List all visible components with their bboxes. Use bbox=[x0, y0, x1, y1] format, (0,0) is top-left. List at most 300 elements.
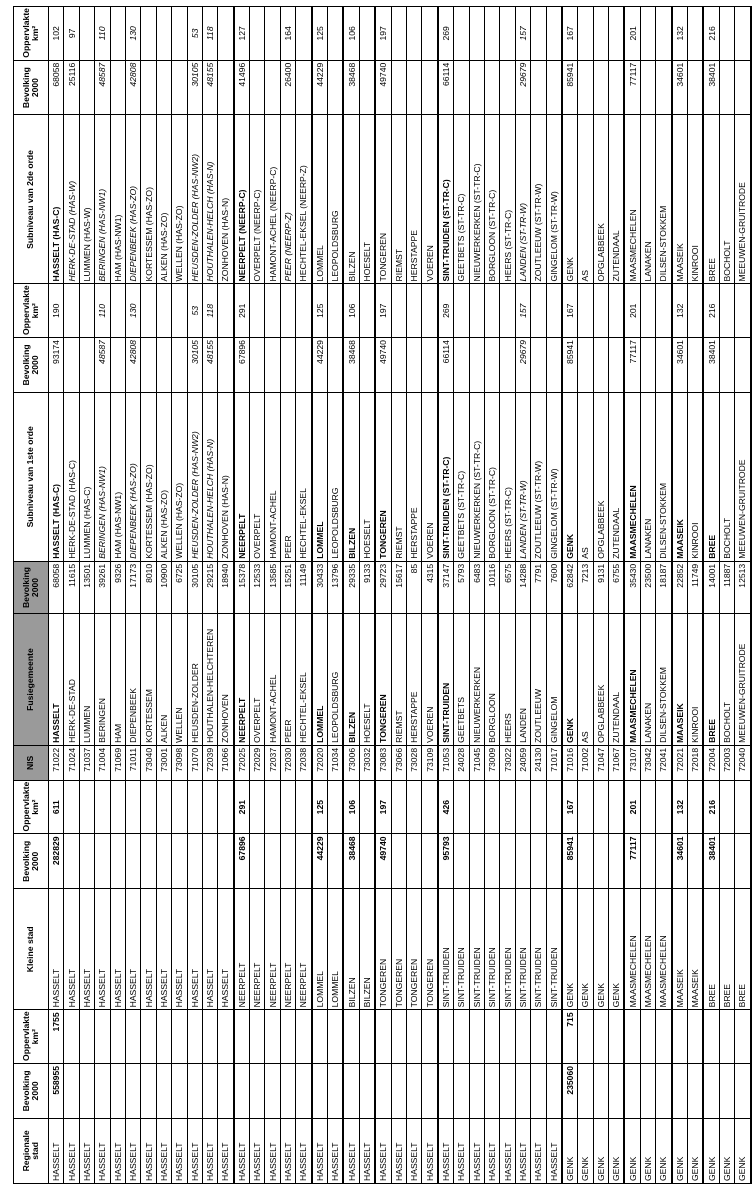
cell-fusiegemeente: HERSTAPPE bbox=[406, 614, 421, 746]
table-row bbox=[422, 7, 438, 1184]
cell-bevolking: 22852 bbox=[672, 561, 688, 613]
cell-oppervlakte: 167 bbox=[562, 7, 578, 61]
cell-nis: 73040 bbox=[141, 745, 156, 780]
cell-subniveau-1ste-orde: GINGELOM (ST-TR-W) bbox=[546, 392, 562, 561]
cell-oppervlakte bbox=[172, 1010, 187, 1064]
cell-fusiegemeente: ZOUTLEEUW bbox=[531, 614, 546, 746]
cell-fusiegemeente: HERK-DE-STAD bbox=[64, 614, 79, 746]
cell-subniveau-2de-orde: HASSELT (HAS-C) bbox=[49, 115, 64, 284]
cell-regionale-stad: HASSELT bbox=[531, 1118, 546, 1183]
cell-fusiegemeente: ALKEN bbox=[156, 614, 171, 746]
cell-bevolking bbox=[391, 834, 406, 889]
cell-oppervlakte bbox=[672, 1010, 688, 1064]
cell-bevolking: 18187 bbox=[656, 561, 672, 613]
cell-bevolking bbox=[110, 834, 125, 889]
cell-oppervlakte bbox=[454, 1010, 469, 1064]
cell-oppervlakte bbox=[156, 284, 171, 338]
cell-bevolking: 42808 bbox=[125, 338, 140, 393]
cell-subniveau-2de-orde: LANAKEN bbox=[640, 115, 655, 284]
cell-bevolking bbox=[624, 1063, 640, 1118]
table-row bbox=[156, 7, 171, 1184]
cell-bevolking bbox=[296, 338, 312, 393]
cell-fusiegemeente: HOESELT bbox=[359, 614, 375, 746]
cell-fusiegemeente: GINGELOM bbox=[546, 614, 562, 746]
cell-bevolking bbox=[438, 1063, 454, 1118]
cell-nis: 71047 bbox=[593, 745, 608, 780]
cell-bevolking bbox=[64, 834, 79, 889]
cell-regionale-stad: GENK bbox=[672, 1118, 688, 1183]
cell-fusiegemeente: KINROOI bbox=[688, 614, 704, 746]
cell-nis: 73098 bbox=[172, 745, 187, 780]
cell-bevolking: 15378 bbox=[234, 561, 250, 613]
cell-fusiegemeente: OPGLABBEEK bbox=[593, 614, 608, 746]
cell-kleine-stad: GENK bbox=[593, 889, 608, 1010]
cell-regionale-stad: HASSELT bbox=[250, 1118, 265, 1183]
cell-oppervlakte bbox=[328, 7, 344, 61]
cell-oppervlakte bbox=[735, 7, 751, 61]
cell-bevolking: 8010 bbox=[141, 561, 156, 613]
table-row bbox=[562, 7, 578, 1184]
cell-oppervlakte bbox=[546, 780, 562, 834]
cell-nis: 71022 bbox=[49, 745, 64, 780]
cell-kleine-stad: HASSELT bbox=[79, 889, 94, 1010]
cell-fusiegemeente: KORTESSEM bbox=[141, 614, 156, 746]
cell-fusiegemeente: RIEMST bbox=[391, 614, 406, 746]
cell-oppervlakte bbox=[469, 284, 484, 338]
cell-bevolking bbox=[656, 60, 672, 115]
cell-nis: 72040 bbox=[735, 745, 751, 780]
cell-subniveau-2de-orde: BOCHOLT bbox=[719, 115, 734, 284]
table-row bbox=[110, 7, 125, 1184]
cell-fusiegemeente: DIEPENBEEK bbox=[125, 614, 140, 746]
table-row bbox=[531, 7, 546, 1184]
cell-subniveau-1ste-orde: LANDEN (ST-TR-W) bbox=[515, 392, 530, 561]
cell-regionale-stad: GENK bbox=[593, 1118, 608, 1183]
cell-bevolking bbox=[500, 60, 515, 115]
cell-subniveau-1ste-orde: TONGEREN bbox=[375, 392, 391, 561]
table-row bbox=[703, 7, 719, 1184]
cell-oppervlakte: 216 bbox=[703, 780, 719, 834]
cell-oppervlakte bbox=[546, 1010, 562, 1064]
cell-kleine-stad: NEERPELT bbox=[280, 889, 295, 1010]
cell-oppervlakte bbox=[156, 7, 171, 61]
cell-bevolking bbox=[95, 834, 110, 889]
cell-bevolking: 42808 bbox=[125, 60, 140, 115]
cell-bevolking: 9133 bbox=[359, 561, 375, 613]
table-body bbox=[49, 7, 751, 1184]
cell-bevolking bbox=[609, 834, 625, 889]
cell-oppervlakte: 53 bbox=[187, 284, 202, 338]
cell-bevolking: 9131 bbox=[593, 561, 608, 613]
cell-oppervlakte bbox=[280, 1010, 295, 1064]
cell-bevolking: 38468 bbox=[343, 338, 359, 393]
cell-subniveau-1ste-orde: HERSTAPPE bbox=[406, 392, 421, 561]
cell-bevolking bbox=[593, 834, 608, 889]
cell-oppervlakte bbox=[640, 284, 655, 338]
cell-bevolking: 77117 bbox=[624, 338, 640, 393]
table-row bbox=[500, 7, 515, 1184]
cell-fusiegemeente: NIEUWERKERKEN bbox=[469, 614, 484, 746]
cell-oppervlakte bbox=[593, 1010, 608, 1064]
cell-bevolking bbox=[735, 338, 751, 393]
cell-oppervlakte bbox=[172, 284, 187, 338]
cell-oppervlakte: 715 bbox=[562, 1010, 578, 1064]
cell-subniveau-2de-orde: LUMMEN (HAS-W) bbox=[79, 115, 94, 284]
cell-bevolking: 44229 bbox=[312, 834, 328, 889]
cell-regionale-stad: GENK bbox=[719, 1118, 734, 1183]
cell-subniveau-2de-orde: BREE bbox=[703, 115, 719, 284]
cell-subniveau-1ste-orde: ZONHOVEN (HAS-N) bbox=[218, 392, 234, 561]
cell-kleine-stad: GENK bbox=[578, 889, 593, 1010]
cell-oppervlakte: 53 bbox=[187, 7, 202, 61]
cell-subniveau-1ste-orde: BREE bbox=[703, 392, 719, 561]
cell-bevolking: 10116 bbox=[484, 561, 499, 613]
cell-regionale-stad: HASSELT bbox=[391, 1118, 406, 1183]
cell-fusiegemeente: HAMONT-ACHEL bbox=[265, 614, 280, 746]
cell-oppervlakte bbox=[531, 1010, 546, 1064]
cell-oppervlakte: 132 bbox=[672, 780, 688, 834]
cell-nis: 71069 bbox=[110, 745, 125, 780]
cell-bevolking: 14001 bbox=[703, 561, 719, 613]
table-row bbox=[187, 7, 202, 1184]
cell-oppervlakte bbox=[422, 7, 438, 61]
cell-bevolking bbox=[250, 834, 265, 889]
cell-subniveau-2de-orde: HEERS (ST-TR-C) bbox=[500, 115, 515, 284]
cell-oppervlakte bbox=[531, 284, 546, 338]
cell-subniveau-2de-orde: KINROOI bbox=[688, 115, 704, 284]
cell-subniveau-2de-orde: VOEREN bbox=[422, 115, 438, 284]
cell-regionale-stad: HASSELT bbox=[546, 1118, 562, 1183]
cell-fusiegemeente: TONGEREN bbox=[375, 614, 391, 746]
cell-oppervlakte bbox=[265, 284, 280, 338]
cell-oppervlakte: 102 bbox=[49, 7, 64, 61]
cell-subniveau-2de-orde: GINGELOM (ST-TR-W) bbox=[546, 115, 562, 284]
cell-bevolking: 85941 bbox=[562, 834, 578, 889]
cell-bevolking: 67896 bbox=[234, 834, 250, 889]
cell-oppervlakte bbox=[265, 780, 280, 834]
cell-subniveau-1ste-orde: KORTESSEM (HAS-ZO) bbox=[141, 392, 156, 561]
cell-fusiegemeente: BREE bbox=[703, 614, 719, 746]
cell-subniveau-2de-orde: RIEMST bbox=[391, 115, 406, 284]
cell-bevolking bbox=[688, 834, 704, 889]
cell-bevolking bbox=[500, 834, 515, 889]
cell-oppervlakte bbox=[719, 1010, 734, 1064]
cell-bevolking bbox=[640, 338, 655, 393]
cell-bevolking: 29679 bbox=[515, 338, 530, 393]
table-row bbox=[484, 7, 499, 1184]
cell-bevolking: 6483 bbox=[469, 561, 484, 613]
cell-oppervlakte bbox=[156, 780, 171, 834]
cell-bevolking bbox=[546, 338, 562, 393]
cell-oppervlakte bbox=[187, 780, 202, 834]
cell-subniveau-2de-orde: DIEPENBEEK (HAS-ZO) bbox=[125, 115, 140, 284]
cell-oppervlakte: 127 bbox=[234, 7, 250, 61]
cell-oppervlakte: 125 bbox=[312, 7, 328, 61]
cell-subniveau-2de-orde: MAASMECHELEN bbox=[624, 115, 640, 284]
cell-kleine-stad: BREE bbox=[719, 889, 734, 1010]
cell-bevolking: 9326 bbox=[110, 561, 125, 613]
cell-regionale-stad: HASSELT bbox=[515, 1118, 530, 1183]
cell-oppervlakte bbox=[250, 284, 265, 338]
cell-bevolking bbox=[546, 60, 562, 115]
cell-bevolking bbox=[593, 338, 608, 393]
cell-subniveau-1ste-orde: HECHTEL-EKSEL bbox=[296, 392, 312, 561]
cell-fusiegemeente: BILZEN bbox=[343, 614, 359, 746]
cell-oppervlakte bbox=[391, 7, 406, 61]
cell-bevolking bbox=[640, 834, 655, 889]
cell-bevolking: 235060 bbox=[562, 1063, 578, 1118]
cell-kleine-stad: LOMMEL bbox=[328, 889, 344, 1010]
cell-regionale-stad: HASSELT bbox=[280, 1118, 295, 1183]
cell-fusiegemeente: GEETBETS bbox=[454, 614, 469, 746]
cell-kleine-stad: TONGEREN bbox=[391, 889, 406, 1010]
cell-kleine-stad: NEERPELT bbox=[234, 889, 250, 1010]
cell-bevolking bbox=[484, 338, 499, 393]
cell-subniveau-2de-orde: HOESELT bbox=[359, 115, 375, 284]
table-row bbox=[454, 7, 469, 1184]
cell-bevolking bbox=[531, 1063, 546, 1118]
table-row bbox=[406, 7, 421, 1184]
table-row bbox=[218, 7, 234, 1184]
cell-nis: 71024 bbox=[64, 745, 79, 780]
cell-bevolking bbox=[609, 60, 625, 115]
cell-bevolking: 85941 bbox=[562, 60, 578, 115]
cell-bevolking bbox=[328, 60, 344, 115]
cell-bevolking bbox=[406, 1063, 421, 1118]
cell-subniveau-1ste-orde: VOEREN bbox=[422, 392, 438, 561]
cell-bevolking bbox=[546, 1063, 562, 1118]
cell-bevolking: 11887 bbox=[719, 561, 734, 613]
cell-kleine-stad: HASSELT bbox=[49, 889, 64, 1010]
cell-regionale-stad: HASSELT bbox=[172, 1118, 187, 1183]
cell-oppervlakte bbox=[735, 284, 751, 338]
cell-bevolking: 17173 bbox=[125, 561, 140, 613]
cell-regionale-stad: HASSELT bbox=[375, 1118, 391, 1183]
cell-bevolking bbox=[141, 1063, 156, 1118]
cell-bevolking bbox=[719, 338, 734, 393]
cell-bevolking: 29679 bbox=[515, 60, 530, 115]
cell-nis: 71037 bbox=[79, 745, 94, 780]
cell-regionale-stad: HASSELT bbox=[454, 1118, 469, 1183]
cell-bevolking bbox=[735, 1063, 751, 1118]
cell-bevolking bbox=[719, 60, 734, 115]
cell-oppervlakte bbox=[593, 780, 608, 834]
cell-oppervlakte: 201 bbox=[624, 284, 640, 338]
cell-oppervlakte: 269 bbox=[438, 284, 454, 338]
cell-oppervlakte: 201 bbox=[624, 7, 640, 61]
cell-oppervlakte bbox=[531, 7, 546, 61]
cell-bevolking: 62842 bbox=[562, 561, 578, 613]
cell-oppervlakte bbox=[640, 7, 655, 61]
cell-subniveau-2de-orde: WELLEN (HAS-ZO) bbox=[172, 115, 187, 284]
table-row bbox=[640, 7, 655, 1184]
cell-bevolking: 13501 bbox=[79, 561, 94, 613]
cell-subniveau-2de-orde: NEERPELT (NEERP-C) bbox=[234, 115, 250, 284]
cell-bevolking bbox=[156, 338, 171, 393]
cell-subniveau-1ste-orde: HAMONT-ACHEL bbox=[265, 392, 280, 561]
cell-oppervlakte bbox=[125, 1010, 140, 1064]
table-row bbox=[359, 7, 375, 1184]
table-row bbox=[172, 7, 187, 1184]
cell-bevolking bbox=[406, 60, 421, 115]
cell-bevolking bbox=[454, 834, 469, 889]
cell-subniveau-1ste-orde: LOMMEL bbox=[312, 392, 328, 561]
cell-bevolking bbox=[484, 60, 499, 115]
cell-oppervlakte: 197 bbox=[375, 7, 391, 61]
cell-subniveau-1ste-orde: HASSELT (HAS-C) bbox=[49, 392, 64, 561]
cell-nis: 24059 bbox=[515, 745, 530, 780]
cell-fusiegemeente: LANDEN bbox=[515, 614, 530, 746]
table-row bbox=[515, 7, 530, 1184]
cell-bevolking bbox=[125, 834, 140, 889]
cell-oppervlakte bbox=[640, 1010, 655, 1064]
cell-bevolking bbox=[609, 338, 625, 393]
cell-bevolking bbox=[484, 834, 499, 889]
cell-bevolking: 77117 bbox=[624, 60, 640, 115]
cell-nis: 72018 bbox=[688, 745, 704, 780]
cell-bevolking bbox=[688, 60, 704, 115]
cell-oppervlakte: 106 bbox=[343, 7, 359, 61]
cell-regionale-stad: HASSELT bbox=[79, 1118, 94, 1183]
cell-bevolking bbox=[391, 338, 406, 393]
cell-regionale-stad: GENK bbox=[609, 1118, 625, 1183]
cell-bevolking: 29335 bbox=[343, 561, 359, 613]
cell-oppervlakte bbox=[218, 7, 234, 61]
cell-subniveau-1ste-orde: HEUSDEN-ZOLDER (HAS-NW2) bbox=[187, 392, 202, 561]
cell-nis: 72039 bbox=[202, 745, 217, 780]
cell-bevolking bbox=[531, 834, 546, 889]
cell-oppervlakte: 167 bbox=[562, 284, 578, 338]
cell-nis: 73109 bbox=[422, 745, 438, 780]
cell-regionale-stad: HASSELT bbox=[202, 1118, 217, 1183]
cell-fusiegemeente: AS bbox=[578, 614, 593, 746]
cell-oppervlakte bbox=[609, 780, 625, 834]
cell-subniveau-1ste-orde: GEETBETS (ST-TR-C) bbox=[454, 392, 469, 561]
cell-subniveau-2de-orde: ZONHOVEN (HAS-N) bbox=[218, 115, 234, 284]
cell-oppervlakte: 190 bbox=[49, 284, 64, 338]
cell-oppervlakte bbox=[609, 7, 625, 61]
cell-regionale-stad: HASSELT bbox=[406, 1118, 421, 1183]
cell-subniveau-1ste-orde: HERK-DE-STAD (HAS-C) bbox=[64, 392, 79, 561]
cell-kleine-stad: TONGEREN bbox=[422, 889, 438, 1010]
cell-oppervlakte: 106 bbox=[343, 284, 359, 338]
cell-subniveau-1ste-orde: HOUTHALEN-HELCH (HAS-N) bbox=[202, 392, 217, 561]
table-row bbox=[375, 7, 391, 1184]
cell-nis: 73009 bbox=[484, 745, 499, 780]
cell-regionale-stad: HASSELT bbox=[422, 1118, 438, 1183]
cell-bevolking bbox=[640, 60, 655, 115]
cell-nis: 72037 bbox=[265, 745, 280, 780]
table-row bbox=[546, 7, 562, 1184]
cell-subniveau-1ste-orde: AS bbox=[578, 392, 593, 561]
cell-oppervlakte: 216 bbox=[703, 284, 719, 338]
cell-oppervlakte bbox=[328, 1010, 344, 1064]
cell-bevolking bbox=[469, 60, 484, 115]
cell-nis: 73066 bbox=[391, 745, 406, 780]
cell-bevolking: 7791 bbox=[531, 561, 546, 613]
cell-oppervlakte bbox=[703, 1010, 719, 1064]
cell-oppervlakte bbox=[359, 284, 375, 338]
cell-oppervlakte bbox=[250, 7, 265, 61]
cell-subniveau-1ste-orde: ZOUTLEEUW (ST-TR-W) bbox=[531, 392, 546, 561]
cell-regionale-stad: HASSELT bbox=[110, 1118, 125, 1183]
cell-kleine-stad: HASSELT bbox=[95, 889, 110, 1010]
cell-oppervlakte bbox=[719, 284, 734, 338]
cell-nis: 72030 bbox=[280, 745, 295, 780]
cell-kleine-stad: HASSELT bbox=[202, 889, 217, 1010]
cell-oppervlakte bbox=[688, 1010, 704, 1064]
cell-subniveau-2de-orde: BERINGEN (HAS-NW1) bbox=[95, 115, 110, 284]
cell-bevolking bbox=[172, 60, 187, 115]
cell-kleine-stad: MAASMECHELEN bbox=[640, 889, 655, 1010]
cell-oppervlakte bbox=[218, 1010, 234, 1064]
header-subniveau-1ste-orde: Subniveau van 1ste orde bbox=[14, 392, 49, 561]
cell-oppervlakte: 97 bbox=[64, 7, 79, 61]
cell-bevolking bbox=[640, 1063, 655, 1118]
cell-bevolking bbox=[218, 60, 234, 115]
cell-oppervlakte: 130 bbox=[125, 7, 140, 61]
cell-regionale-stad: HASSELT bbox=[156, 1118, 171, 1183]
cell-bevolking: 85 bbox=[406, 561, 421, 613]
cell-subniveau-2de-orde: LEOPOLDSBURG bbox=[328, 115, 344, 284]
cell-bevolking bbox=[391, 1063, 406, 1118]
cell-oppervlakte bbox=[296, 7, 312, 61]
cell-oppervlakte bbox=[422, 284, 438, 338]
cell-bevolking bbox=[125, 1063, 140, 1118]
cell-kleine-stad: MAASEIK bbox=[688, 889, 704, 1010]
cell-nis: 71070 bbox=[187, 745, 202, 780]
cell-oppervlakte: 164 bbox=[280, 7, 295, 61]
cell-regionale-stad: GENK bbox=[562, 1118, 578, 1183]
table-row bbox=[202, 7, 217, 1184]
cell-subniveau-2de-orde: KORTESSEM (HAS-ZO) bbox=[141, 115, 156, 284]
cell-subniveau-1ste-orde: HOESELT bbox=[359, 392, 375, 561]
cell-kleine-stad: HASSELT bbox=[110, 889, 125, 1010]
cell-subniveau-2de-orde: NIEUWERKERKEN (ST-TR-C) bbox=[469, 115, 484, 284]
cell-bevolking: 39261 bbox=[95, 561, 110, 613]
cell-oppervlakte: 118 bbox=[202, 7, 217, 61]
cell-kleine-stad: MAASMECHELEN bbox=[656, 889, 672, 1010]
header-regionale-stad: Regionale stad bbox=[14, 1118, 49, 1183]
cell-nis: 71053 bbox=[438, 745, 454, 780]
cell-kleine-stad: HASSELT bbox=[172, 889, 187, 1010]
cell-subniveau-2de-orde: OVERPELT (NEERP-C) bbox=[250, 115, 265, 284]
cell-bevolking: 30433 bbox=[312, 561, 328, 613]
table-row bbox=[125, 7, 140, 1184]
cell-bevolking bbox=[187, 834, 202, 889]
table-row bbox=[438, 7, 454, 1184]
cell-oppervlakte: 216 bbox=[703, 7, 719, 61]
cell-nis: 73083 bbox=[375, 745, 391, 780]
cell-kleine-stad: NEERPELT bbox=[265, 889, 280, 1010]
cell-regionale-stad: GENK bbox=[624, 1118, 640, 1183]
cell-bevolking bbox=[328, 834, 344, 889]
cell-oppervlakte bbox=[218, 284, 234, 338]
cell-bevolking bbox=[546, 834, 562, 889]
cell-bevolking: 35430 bbox=[624, 561, 640, 613]
cell-kleine-stad: GENK bbox=[562, 889, 578, 1010]
cell-bevolking bbox=[735, 834, 751, 889]
cell-bevolking: 68058 bbox=[49, 561, 64, 613]
cell-subniveau-2de-orde: HERSTAPPE bbox=[406, 115, 421, 284]
cell-bevolking: 48155 bbox=[202, 60, 217, 115]
cell-bevolking bbox=[593, 60, 608, 115]
cell-fusiegemeente: ZONHOVEN bbox=[218, 614, 234, 746]
cell-bevolking bbox=[454, 338, 469, 393]
cell-nis: 71045 bbox=[469, 745, 484, 780]
cell-bevolking bbox=[359, 338, 375, 393]
table-row bbox=[624, 7, 640, 1184]
